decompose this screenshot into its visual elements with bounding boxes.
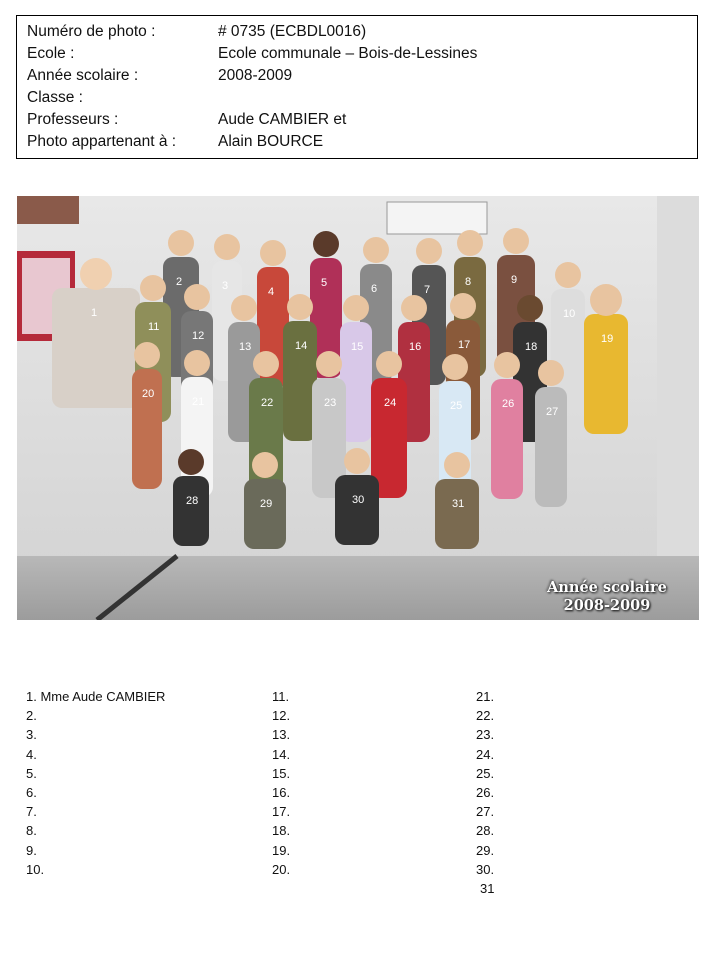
person-number-label: 16 (409, 341, 422, 353)
person-number-label: 18 (525, 341, 538, 353)
names-column-1 (26, 687, 165, 879)
class-photo-illustration (17, 196, 699, 620)
name-entry: 20. (272, 861, 291, 877)
name-entry: 12. (272, 708, 291, 724)
person-number-label: 14 (295, 340, 308, 352)
names-column-3 (476, 687, 494, 898)
person-number-label: 28 (186, 495, 199, 507)
person-number-label: 31 (452, 498, 465, 510)
person-number-label: 30 (352, 494, 365, 506)
person-body (491, 379, 523, 499)
person-number-label: 1 (91, 307, 98, 319)
name-entry: 11. (272, 689, 290, 704)
person-body (283, 321, 317, 441)
person-number-label: 3 (222, 280, 229, 292)
person-number-label: 4 (268, 286, 275, 298)
name-entry: 21. (476, 689, 495, 704)
name-entry: 18. (272, 823, 291, 839)
person-body (132, 369, 162, 489)
person-head (184, 284, 210, 310)
person-head (401, 295, 427, 321)
person-head (555, 262, 581, 288)
person-number-label: 8 (465, 276, 472, 288)
person-body (435, 479, 479, 549)
teachers-label: Professeurs : (27, 111, 119, 128)
person-head (376, 351, 402, 377)
school-label: Ecole : (27, 45, 75, 62)
person-body (244, 479, 286, 549)
person-head (590, 284, 622, 316)
name-entry: 14. (272, 746, 291, 762)
school-year-value: 2008-2009 (218, 67, 293, 84)
name-entry: 8. (26, 823, 37, 839)
person-number-label: 26 (502, 398, 515, 410)
school-year-label: Année scolaire : (27, 67, 139, 84)
name-entry: 10. (26, 861, 45, 877)
person-head (287, 294, 313, 320)
name-entry: 27. (476, 804, 495, 820)
name-entry: 19. (272, 842, 291, 858)
person-head (80, 258, 112, 290)
person-number-label: 22 (261, 397, 274, 409)
person-number-label: 29 (260, 498, 273, 510)
person-body (535, 387, 567, 507)
person-body (335, 475, 379, 545)
person-head (214, 234, 240, 260)
owner-label: Photo appartenant à : (27, 133, 177, 150)
person-number-label: 5 (321, 277, 328, 289)
person-number-label: 11 (148, 321, 160, 333)
name-entry: 15. (272, 765, 291, 781)
person-head (503, 228, 529, 254)
person-head (316, 351, 342, 377)
class-photo (17, 196, 699, 620)
person-number-label: 17 (458, 339, 471, 351)
name-entry: 16. (272, 784, 291, 800)
person-head (252, 452, 278, 478)
name-entry: 3. (26, 727, 37, 743)
owner-value: Alain BOURCE (218, 133, 324, 150)
person-number-label: 21 (192, 396, 205, 408)
name-entry: 22. (476, 708, 495, 724)
person-number-label: 27 (546, 406, 559, 418)
person-body (584, 314, 628, 434)
person-head (313, 231, 339, 257)
person-head (184, 350, 210, 376)
name-entry: 30. (476, 861, 495, 877)
person-head (231, 295, 257, 321)
name-entry: 2. (26, 708, 37, 724)
name-entry: 9. (26, 842, 37, 858)
person-head (416, 238, 442, 264)
name-entry: 6. (26, 784, 37, 800)
teachers-value: Aude CAMBIER et (218, 111, 347, 128)
name-entry: 5. (26, 765, 37, 781)
name-entry: 7. (26, 804, 37, 820)
photo-caption-line2: 2008-2009 (563, 597, 651, 614)
name-entry: 26. (476, 784, 495, 800)
photo-number-label: Numéro de photo : (27, 23, 156, 40)
person-body (52, 288, 140, 408)
person-number-label: 10 (563, 308, 576, 320)
photo-number-value: # 0735 (ECBDL0016) (218, 23, 367, 40)
person-number-label: 23 (324, 397, 337, 409)
person-number-label: 24 (384, 397, 397, 409)
person-number-label: 9 (511, 274, 518, 286)
name-entry: 29. (476, 842, 495, 858)
person-head (363, 237, 389, 263)
person-head (140, 275, 166, 301)
person-number-label: 20 (142, 388, 155, 400)
person-head (344, 448, 370, 474)
info-box (16, 15, 698, 159)
names-column-2 (272, 687, 290, 879)
person-number-label: 25 (450, 400, 463, 412)
person-head (260, 240, 286, 266)
person-number-label: 19 (601, 333, 614, 345)
person-head (253, 351, 279, 377)
name-entry: 28. (476, 823, 495, 839)
person-head (168, 230, 194, 256)
name-entry: 13. (272, 727, 291, 743)
name-entry: 23. (476, 727, 495, 743)
name-entry: 25. (476, 765, 495, 781)
person-head (450, 293, 476, 319)
name-entry: 31 (480, 880, 495, 896)
person-number-label: 12 (192, 330, 205, 342)
person-head (444, 452, 470, 478)
person-body (173, 476, 209, 546)
person-head (134, 342, 160, 368)
school-value: Ecole communale – Bois-de-Lessines (218, 45, 478, 62)
photo-caption-line1: Année scolaire (547, 579, 667, 596)
person-number-label: 6 (371, 283, 378, 295)
person-head (178, 449, 204, 475)
person-number-label: 2 (176, 276, 183, 288)
person-head (442, 354, 468, 380)
name-entry: 1. Mme Aude CAMBIER (26, 689, 166, 704)
name-entry: 24. (476, 746, 495, 762)
class-label: Classe : (27, 89, 83, 106)
person-head (494, 352, 520, 378)
person-number-label: 13 (239, 341, 252, 353)
name-entry: 4. (26, 746, 37, 762)
person-head (517, 295, 543, 321)
person-head (343, 295, 369, 321)
person-head (457, 230, 483, 256)
person-number-label: 7 (424, 284, 431, 296)
person-number-label: 15 (351, 341, 364, 353)
name-entry: 17. (272, 804, 291, 820)
person-head (538, 360, 564, 386)
